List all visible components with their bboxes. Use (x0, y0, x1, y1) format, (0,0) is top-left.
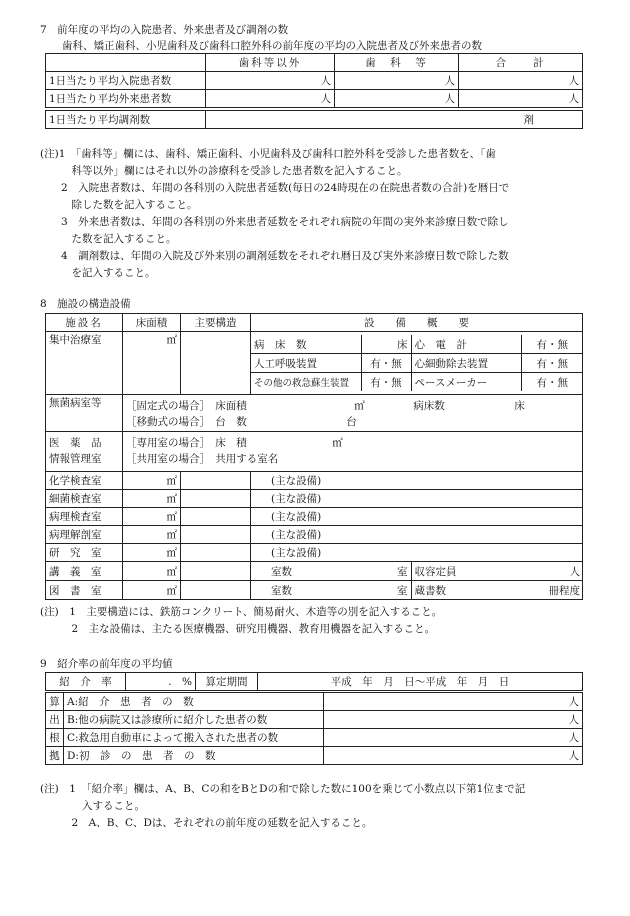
basis-value-cell[interactable]: 人 (324, 711, 583, 729)
calc-period-cell[interactable]: 平成 年 月 日～平成 年 月 日 (258, 673, 583, 691)
table-row (46, 581, 583, 600)
table-row (46, 747, 583, 765)
referral-rate-cell[interactable]: . % (126, 673, 196, 691)
room-area-cell[interactable]: ㎡ (123, 581, 181, 600)
room-equipment-cell[interactable]: (主な設備) (251, 526, 583, 544)
lecture-capacity-cell[interactable]: 収容定員 人 (414, 565, 580, 578)
sterile-detail-cell[interactable]: ［固定式の場合］ 床面積 ㎡ 病床数 床 ［移動式の場合］ 台 数 台 (123, 395, 583, 432)
table-row (46, 432, 583, 472)
icu-equipment-table: 病 床 数 床 心 電 計 有・無 人工呼吸装置 有・無 心細動除去装置 有・無 その他の救急蘇生装置 有・無 ペースメーカー 有・無 (251, 335, 583, 391)
basis-side-label: 拠 (46, 747, 64, 765)
header-total: 合 計 (459, 54, 583, 72)
drug-info-detail-cell[interactable]: ［専用室の場合］ 床 積 ㎡ ［共用室の場合］ 共用する室名 (123, 432, 583, 472)
room-equipment-cell[interactable]: (主な設備) (251, 490, 583, 508)
room-structure-cell[interactable] (181, 581, 251, 600)
room-area-cell[interactable]: ㎡ (123, 508, 181, 526)
library-name: 図 書 室 (46, 581, 123, 600)
header-equipment: 設 備 概 要 (251, 314, 583, 332)
dispense-label: 1日当たり平均調剤数 (46, 111, 206, 129)
icu-structure-cell[interactable] (181, 332, 251, 395)
icu-label: 集中治療室 (46, 332, 123, 395)
table-row (46, 111, 583, 129)
table-row (46, 508, 583, 526)
inpatient-total-cell[interactable]: 人 (459, 72, 583, 90)
referral-basis-table (45, 692, 583, 765)
outpatient-non-dental-cell[interactable]: 人 (206, 90, 335, 108)
header-dental: 歯 科 等 (335, 54, 459, 72)
table-row (46, 90, 583, 108)
row-label: 1日当たり平均外来患者数 (46, 90, 206, 108)
header-facility-name: 施設名 (46, 314, 123, 332)
referral-rate-table (45, 672, 583, 691)
basis-side-label: 算 (46, 693, 64, 711)
inpatient-dental-cell[interactable]: 人 (335, 72, 459, 90)
room-equipment-cell[interactable]: (主な設備) (251, 544, 583, 562)
calc-period-label: 算定期間 (196, 673, 258, 691)
section9-notes: (注) 1 「紹介率」欄は、A、B、Cの和をBとDの和で除した数に100を乗じて小数点以下第1位まで記 入すること。 2 A、B、C、Dは、それぞれの前年度の延数を記入すること。 (40, 783, 526, 829)
facility-table (45, 313, 583, 600)
section8-title: 8 施設の構造設備 (40, 298, 131, 310)
referral-rate-label: 紹 介 率 (46, 673, 126, 691)
room-structure-cell[interactable] (181, 526, 251, 544)
dispense-cell[interactable]: 剤 (206, 111, 583, 129)
outpatient-total-cell[interactable]: 人 (459, 90, 583, 108)
section8-notes: (注) 1 主要構造には、鉄筋コンクリート、簡易耐火、木造等の別を記入すること。 2 主な設備は、主たる医療機器、研究用機器、教育用機器を記入すること。 (40, 606, 443, 635)
icu-area-cell[interactable]: ㎡ (123, 332, 181, 395)
table-row (46, 472, 583, 490)
basis-row-label: A:紹 介 患 者 の 数 (64, 693, 324, 711)
room-name: 研 究 室 (46, 544, 123, 562)
row-label: 1日当たり平均入院患者数 (46, 72, 206, 90)
table-row (46, 729, 583, 747)
table-row (46, 711, 583, 729)
room-structure-cell[interactable] (181, 544, 251, 562)
section9-title: 9 紹介率の前年度の平均値 (40, 658, 173, 670)
room-structure-cell[interactable] (181, 562, 251, 581)
room-structure-cell[interactable] (181, 490, 251, 508)
table-row (46, 332, 583, 395)
basis-row-label: D:初 診 の 患 者 の 数 (64, 747, 324, 765)
room-name: 病理検査室 (46, 508, 123, 526)
table-row (46, 490, 583, 508)
room-name: 病理解剖室 (46, 526, 123, 544)
drug-info-label: 医 薬 品 情報管理室 (46, 432, 123, 472)
room-name: 細菌検査室 (46, 490, 123, 508)
room-structure-cell[interactable] (181, 472, 251, 490)
table-row (46, 526, 583, 544)
basis-value-cell[interactable]: 人 (324, 729, 583, 747)
room-name: 化学検査室 (46, 472, 123, 490)
lecture-count-cell[interactable]: 室数 室 (251, 562, 411, 580)
room-area-cell[interactable]: ㎡ (123, 562, 181, 581)
header-floor-area: 床面積 (123, 314, 181, 332)
sterile-label: 無菌病室等 (46, 395, 123, 432)
table-row (46, 395, 583, 432)
section7-table (45, 53, 583, 108)
library-books-cell[interactable]: 蔵書数 冊程度 (414, 584, 580, 597)
inpatient-non-dental-cell[interactable]: 人 (206, 72, 335, 90)
lecture-room-name: 講 義 室 (46, 562, 123, 581)
section7-notes: (注)1 「歯科等」欄には、歯科、矯正歯科、小児歯科及び歯科口腔外科を受診した患者数を、「歯 科等以外」欄にはそれ以外の診療科を受診した患者数を記入すること。 2 入院患者数は、年間の各科別の入院患者延数(毎日の24時現在の在院患者数の合計)を暦日で 除した数を記入すること。 3 外来患者数は、年間の各科別の外来患者延数をそれぞれ病院の年間の実外来診療日数で除し た数を記入すること。 4 調剤数は、年間の入院及び外来別の調剤延数をそれぞれ暦日及び実外来診療日数で除した数 を記入すること。 (40, 148, 510, 279)
room-equipment-cell[interactable]: (主な設備) (251, 472, 583, 490)
room-area-cell[interactable]: ㎡ (123, 472, 181, 490)
basis-side-label: 出 (46, 711, 64, 729)
table-row (46, 562, 583, 581)
table-row (46, 544, 583, 562)
header-non-dental: 歯科等以外 (206, 54, 335, 72)
section7-subtitle: 歯科、矯正歯科、小児歯科及び歯科口腔外科の前年度の平均の入院患者及び外来患者の数 (62, 40, 482, 52)
room-area-cell[interactable]: ㎡ (123, 490, 181, 508)
header-structure: 主要構造 (181, 314, 251, 332)
section7-title: 7 前年度の平均の入院患者、外来患者及び調剤の数 (40, 24, 289, 36)
basis-row-label: C:救急用自動車によって搬入された患者の数 (64, 729, 324, 747)
table-row (46, 72, 583, 90)
basis-value-cell[interactable]: 人 (324, 693, 583, 711)
room-area-cell[interactable]: ㎡ (123, 526, 181, 544)
basis-row-label: B:他の病院又は診療所に紹介した患者の数 (64, 711, 324, 729)
table-row (46, 693, 583, 711)
basis-value-cell[interactable]: 人 (324, 747, 583, 765)
outpatient-dental-cell[interactable]: 人 (335, 90, 459, 108)
library-count-cell[interactable]: 室数 室 (251, 581, 411, 599)
room-area-cell[interactable]: ㎡ (123, 544, 181, 562)
room-equipment-cell[interactable]: (主な設備) (251, 508, 583, 526)
dispense-table (45, 110, 583, 129)
basis-side-label: 根 (46, 729, 64, 747)
room-structure-cell[interactable] (181, 508, 251, 526)
